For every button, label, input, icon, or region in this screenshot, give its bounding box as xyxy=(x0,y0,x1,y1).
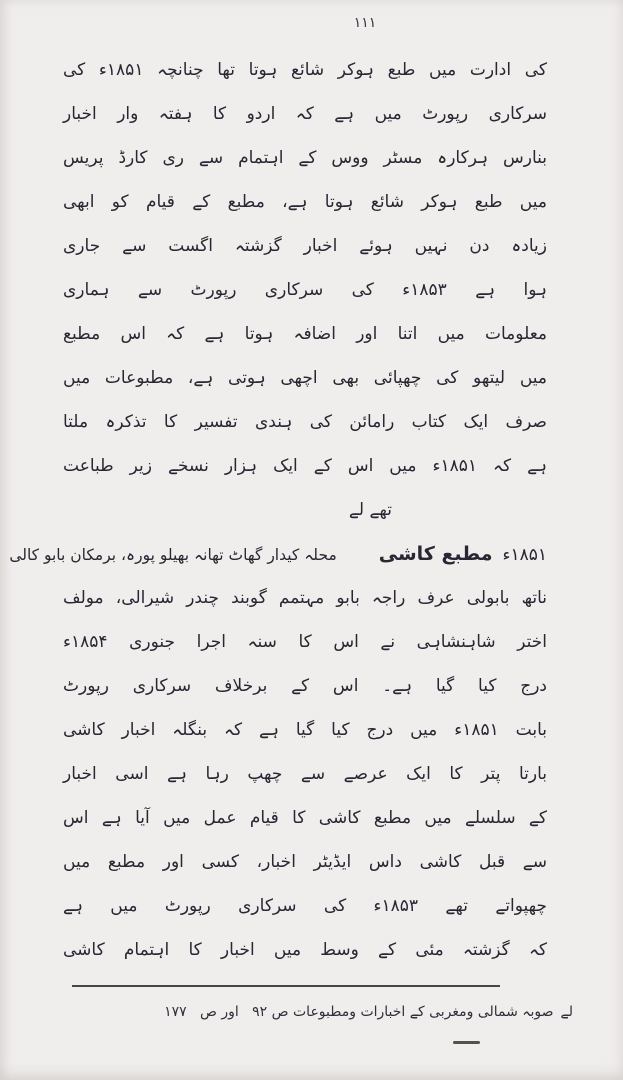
text-line: درج کیا گیا ہے۔ اس کے برخلاف سرکاری رپورٹ xyxy=(63,676,547,696)
text-block xyxy=(9,48,547,972)
text-line: زیادہ دن نہیں ہوئے اخبار گزشتہ اگست سے جاری xyxy=(63,236,547,256)
text-line: کہ گزشتہ مئی کے وسط میں اخبار کا اہتمام کاشی xyxy=(63,940,547,960)
footnote xyxy=(164,1001,573,1023)
text-line: کی ادارت میں طبع ہوکر شائع ہوتا تھا چنانچہ ۱۸۵۱ء کی xyxy=(63,60,547,80)
footnote-marker: لے xyxy=(560,1004,573,1020)
text-line: کے سلسلے میں مطبع کاشی کا قیام عمل میں آیا ہے اس xyxy=(63,808,547,828)
footnote-rule xyxy=(72,985,500,987)
text-line: چھپواتے تھے ۱۸۵۳ء کی سرکاری رپورٹ میں ہے xyxy=(63,896,547,916)
text-line: صرف ایک کتاب رامائن کی ہندی تفسیر کا تذکرہ ملتا xyxy=(63,412,547,432)
text-line: بابت ۱۸۵۱ء میں درج کیا گیا ہے کہ بنگلہ اخبار کاشی xyxy=(63,720,547,740)
entry-year: ۱۸۵۱ء xyxy=(502,545,547,565)
text-line: بارتا پتر کا ایک عرصے سے چھپ رہا ہے اسی اخبار xyxy=(63,764,547,784)
text-line: بنارس ہرکارہ مسٹر ووس کے اہتمام سے ری کارڈ پریس xyxy=(63,148,547,168)
text-line: معلومات میں اتنا اور اضافہ ہوتا ہے کہ اس مطبع xyxy=(63,324,547,344)
text-line: میں طبع ہوکر شائع ہوتا ہے، مطبع کے قیام کو ابھی xyxy=(63,192,547,212)
page-number: ۱۱۱ xyxy=(353,15,377,31)
text-line: اختر شاہنشاہی نے اس کا سنہ اجرا جنوری ۱۸۵۴ء xyxy=(63,632,547,652)
entry-title: مطبع کاشی xyxy=(378,543,493,565)
text-line: ناتھ بابولی عرف راجہ بابو مہتمم گوبند چندر شیرالی، مولف xyxy=(63,588,547,608)
entry-heading xyxy=(9,532,547,576)
text-line: سرکاری رپورٹ میں ہے کہ اردو کا ہفتہ وار اخبار xyxy=(63,104,547,124)
text-line: ہوا ہے ۱۸۵۳ء کی سرکاری رپورٹ سے ہماری xyxy=(63,280,547,300)
entry-first-line: محلہ کیدار گھاٹ تھانہ بھیلو پورہ، برمکان بابو کالی xyxy=(9,546,337,564)
footnote-text: صوبہ شمالی ومغربی کے اخبارات ومطبوعات ص ۹۲ اور ص ۱۷۷ xyxy=(164,1004,554,1020)
text-line: سے قبل کاشی داس ایڈیٹر اخبار، کسی اور مطبع میں xyxy=(63,852,547,872)
text-line: ہے کہ ۱۸۵۱ء میں اس کے ایک ہزار نسخے زیر طباعت xyxy=(63,456,547,476)
paragraph-end-line: تھے لے xyxy=(348,500,392,520)
end-dash-mark xyxy=(453,1041,480,1044)
text-line: میں لیتھو کی چھپائی بھی اچھی ہوتی ہے، مطبوعات میں xyxy=(63,368,547,388)
